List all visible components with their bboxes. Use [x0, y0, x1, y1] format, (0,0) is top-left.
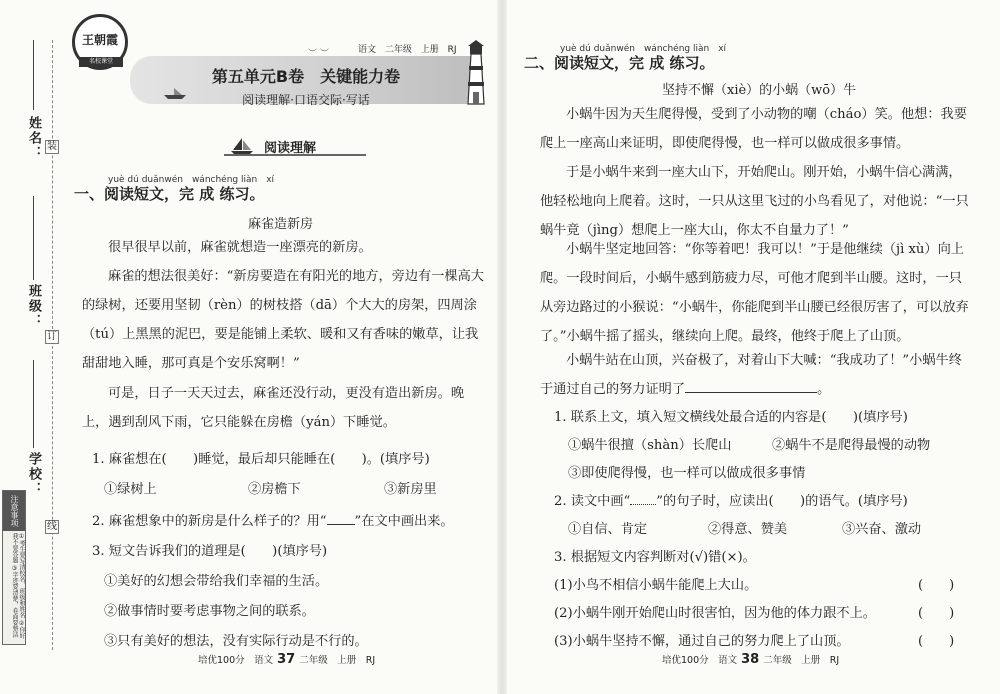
- right-footer-post: 二年级 上册 RJ: [763, 655, 840, 666]
- school-label: 学校：: [26, 452, 41, 497]
- q1-1-opt-2: ②房檐下: [248, 482, 301, 497]
- left-footer: [198, 652, 375, 667]
- section-rule: [224, 154, 366, 156]
- q2-3-answer-1[interactable]: ( ): [918, 578, 955, 593]
- q2-2-opt-2: ②得意、赞美: [708, 522, 788, 537]
- right-footer: [662, 652, 839, 667]
- q1-3-opt-2: ②做事情时要考虑事物之间的联系。: [104, 604, 315, 619]
- class-label: 班级：: [26, 284, 41, 329]
- section-label: 阅读理解: [264, 141, 317, 156]
- q2-1-text: 1. 联系上文，填入短文横线处最合适的内容是( )(填序号): [554, 410, 908, 425]
- q2-3-answer-2[interactable]: ( ): [918, 606, 955, 621]
- q2-heading: 二、阅读短文，完 成 练习。: [524, 54, 715, 72]
- q1-2-post: ”在文中画出来。: [354, 514, 454, 529]
- passage1-para-2: 麻雀的想法很美好：“新房要造在有阳光的地方，旁边有一棵高大的绿树，还要用坚韧（rèn）的树枝搭（dā）个大大的房架，四周涂（tú）上黑黑的泥巴，要是能铺上柔软、暖和又有香味的嫩草，让我甜甜地入睡，那可真是个安乐窝啊！”: [82, 269, 484, 371]
- q1-2-pre: 2. 麻雀想象中的新房是什么样子的？用“: [92, 514, 327, 529]
- tag-subject: 语文: [358, 45, 377, 55]
- q2-2-text: [554, 490, 908, 509]
- q2-3-item-3: (3)小蜗牛坚持不懈，通过自己的努力爬上了山顶。: [554, 634, 850, 649]
- q1-1-opt-3: ③新房里: [384, 482, 437, 497]
- sailboat-icon: [230, 138, 254, 154]
- cut-line: [52, 40, 53, 650]
- name-label: 姓名：: [26, 116, 41, 161]
- tag-volume: 上册: [420, 45, 439, 55]
- passage2-para-4: [540, 346, 970, 404]
- q1-heading: 一、阅读短文，完 成 练习。: [74, 185, 265, 203]
- q2-2-wave-sample: [630, 495, 656, 505]
- passage2-para-1: 小蜗牛因为天生爬得慢，受到了小动物的嘲（cháo）笑。他想：我要爬上一座高山来证明，即使爬得慢，也一样可以做成很多事情。: [540, 107, 967, 151]
- notice-box: [2, 490, 26, 645]
- unit-title: 第五单元B卷 关键能力卷: [211, 67, 401, 86]
- passage2-para-4-text: 小蜗牛站在山顶，兴奋极了，对着山下大喊：“我成功了！”小蜗牛终于通过自己的努力证明了: [540, 353, 962, 397]
- name-line[interactable]: [33, 40, 34, 110]
- q1-3-opt-1: ①美好的幻想会带给我们幸福的生活。: [104, 574, 329, 589]
- q1-pinyin: yuè dú duǎnwén wánchéng liàn xí: [108, 175, 275, 185]
- right-footer-pre: 培优100分 语文: [662, 655, 738, 666]
- q2-2-opt-1: ①自信、肯定: [568, 522, 648, 537]
- unit-subtitle: 阅读理解·口语交际·写话: [242, 93, 370, 107]
- q1-1-opt-1: ①绿树上: [104, 482, 157, 497]
- q2-3-item-2: (2)小蜗牛刚开始爬山时很害怕，因为他的体力跟不上。: [554, 606, 876, 621]
- left-footer-pre: 培优100分 语文: [198, 655, 274, 666]
- passage1-para-1: 很早很早以前，麻雀就想造一座漂亮的新房。: [108, 240, 372, 255]
- q1-3-opt-3: ③只有美好的想法，没有实际行动是不行的。: [104, 634, 368, 649]
- q1-2-text: [92, 510, 454, 529]
- bird-icon: ︶ ︶: [308, 49, 329, 59]
- q2-1-opt-1: ①蜗牛很擅（shàn）长爬山: [568, 438, 732, 453]
- passage1-title: 麻雀造新房: [248, 217, 314, 232]
- q1-3-text: 3. 短文告诉我们的道理是( )(填序号): [92, 544, 328, 559]
- notice-title: 注意事项: [3, 491, 25, 531]
- q2-2-pre: 2. 读文中画“: [554, 494, 631, 509]
- brand-logo: [72, 14, 128, 70]
- left-page-number: 37: [277, 652, 296, 667]
- q2-3-answer-3[interactable]: ( ): [918, 634, 955, 649]
- q1-1-text: 1. 麻雀想在( )睡觉，最后却只能睡在( )。(填序号): [92, 452, 430, 467]
- tag-grade: 二年级: [384, 45, 412, 55]
- q2-2-opt-3: ③兴奋、激动: [842, 522, 922, 537]
- q2-3-text: 3. 根据短文内容判断对(√)错(×)。: [554, 550, 756, 565]
- cut-mark-1: 装: [47, 141, 57, 152]
- page-fold: [497, 0, 507, 694]
- logo-badge: 名校课堂: [79, 57, 123, 67]
- q2-1-opt-2: ②蜗牛不是爬得最慢的动物: [772, 438, 931, 453]
- passage1-para-3: 可是，日子一天天过去，麻雀还没行动，更没有造出新房。晚上，遇到刮风下雨，它只能躲在房檐（yán）下睡觉。: [82, 386, 465, 430]
- binding-margin: [0, 0, 72, 694]
- header-tags: [358, 42, 463, 56]
- period: 。: [817, 382, 831, 397]
- tag-edition: RJ: [447, 45, 457, 55]
- passage2-para-3: 小蜗牛坚定地回答：“你等着吧！我可以！”于是他继续（jì xù）向上爬。一段时间后，小蜗牛感到筋疲力尽，可他才爬到半山腰。这时，一只从旁边路过的小猴说：“小蜗牛，你能爬到半山腰已经很厉害了，可以放弃了。”小蜗牛摇了摇头，继续向上爬。最终，他终于爬上了山顶。: [540, 242, 969, 344]
- q1-2-mark-sample: [327, 513, 355, 525]
- passage2-para-2: 于是小蜗牛来到一座大山下，开始爬山。刚开始，小蜗牛信心满满，他轻松地向上爬着。这时，一只从这里飞过的小鸟看见了，对他说：“一只蜗牛竟（jìng）想爬上一座大山，你太不自量力了！”: [540, 165, 969, 238]
- q2-pinyin: yuè dú duǎnwén wánchéng liàn xí: [560, 44, 727, 54]
- right-page-number: 38: [741, 652, 760, 667]
- cut-mark-2: 订: [47, 331, 57, 342]
- passage2-title: 坚持不懈（xiè）的小蜗（wō）牛: [662, 83, 857, 98]
- q2-1-opt-3: ③即使爬得慢，也一样可以做成很多事情: [568, 466, 806, 481]
- class-line[interactable]: [33, 196, 34, 280]
- cut-mark-3: 线: [47, 521, 57, 532]
- section-header: [224, 136, 366, 156]
- school-line[interactable]: [33, 360, 34, 448]
- q2-2-post: ”的句子时，应读出( )的语气。(填序号): [656, 494, 908, 509]
- passage2-fill-blank[interactable]: [685, 381, 817, 393]
- q2-3-item-1: (1)小鸟不相信小蜗牛能爬上大山。: [554, 578, 758, 593]
- left-footer-post: 二年级 上册 RJ: [299, 655, 376, 666]
- logo-text: 王朝霞: [81, 33, 118, 47]
- notice-text: ①考生要写清校名、班级和姓名 ②你好我不要答题 ③字迹要清楚，卷面要整洁: [11, 533, 25, 639]
